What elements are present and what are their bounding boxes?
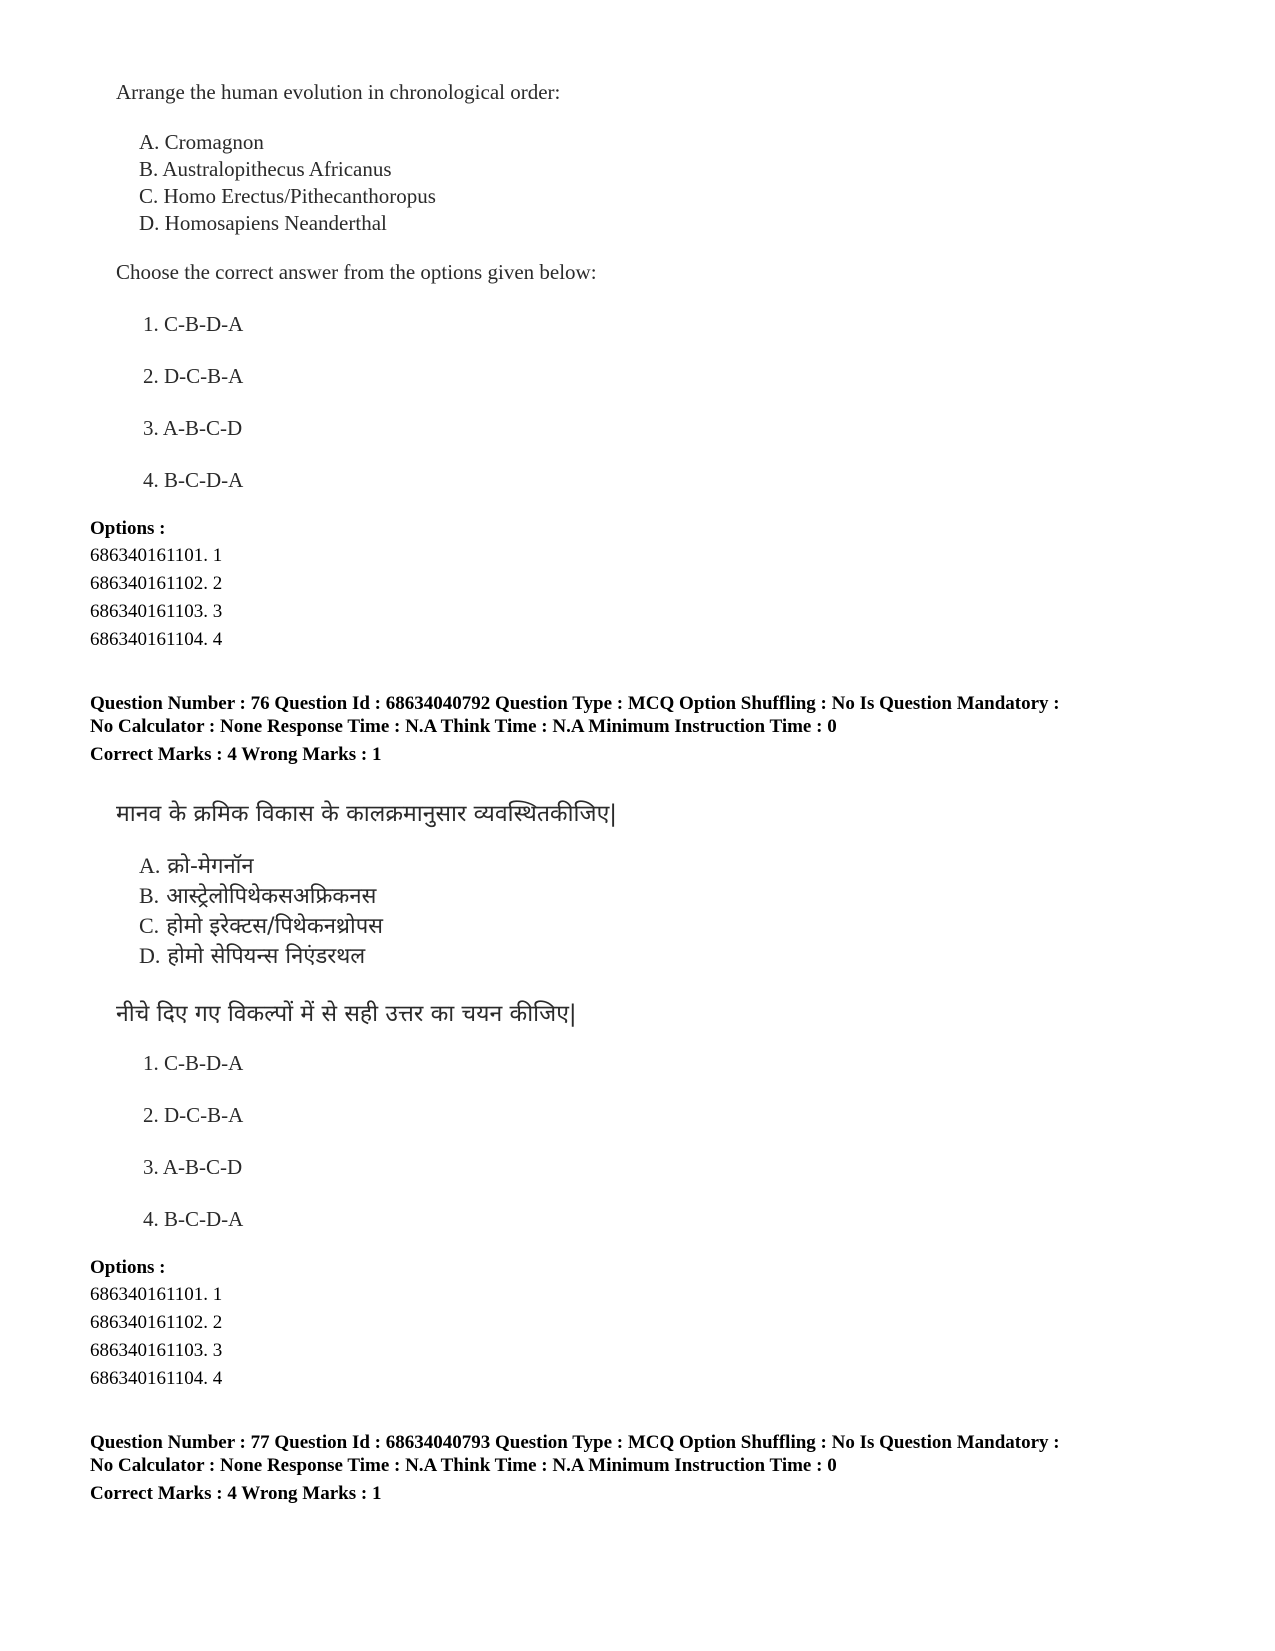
list-item xyxy=(139,850,254,880)
list-item-letter: D. xyxy=(139,943,161,968)
list-item-text: क्रो-मेगनॉन xyxy=(167,854,254,879)
option-line: 686340161102. 2 xyxy=(90,573,223,594)
option-line: 686340161101. 1 xyxy=(90,1284,223,1305)
answer-choice: 3. A-B-C-D xyxy=(143,416,243,440)
question-meta-line: No Calculator : None Response Time : N.A Think Time : N.A Minimum Instruction Time : 0 xyxy=(90,716,837,737)
marks-line: Correct Marks : 4 Wrong Marks : 1 xyxy=(90,1483,382,1504)
option-line: 686340161103. 3 xyxy=(90,601,223,622)
option-line: 686340161101. 1 xyxy=(90,545,223,566)
choose-instruction: Choose the correct answer from the options given below: xyxy=(116,260,597,284)
answer-choice: 3. A-B-C-D xyxy=(143,1155,243,1179)
question-stem: Arrange the human evolution in chronological order: xyxy=(116,80,561,104)
answer-choice: 4. B-C-D-A xyxy=(143,468,244,492)
list-item xyxy=(139,940,365,970)
answer-choice: 2. D-C-B-A xyxy=(143,1103,244,1127)
list-item xyxy=(139,910,383,940)
list-item-letter: A. xyxy=(139,853,161,878)
option-line: 686340161104. 4 xyxy=(90,1368,223,1389)
question-meta-line: No Calculator : None Response Time : N.A Think Time : N.A Minimum Instruction Time : 0 xyxy=(90,1455,837,1476)
choose-instruction: नीचे दिए गए विकल्पों में से सही उत्तर का चयन कीजिए| xyxy=(116,1001,577,1027)
list-item-letter: B. xyxy=(139,883,160,908)
option-line: 686340161103. 3 xyxy=(90,1340,223,1361)
answer-choice: 4. B-C-D-A xyxy=(143,1207,244,1231)
question-stem: मानव के क्रमिक विकास के कालक्रमानुसार व्यवस्थितकीजिए| xyxy=(116,801,618,827)
list-item xyxy=(139,880,376,910)
list-item-text: आस्ट्रेलोपिथेकसअफ्रिकनस xyxy=(166,884,377,909)
list-item: B. Australopithecus Africanus xyxy=(139,157,392,181)
list-item-text: होमो इरेक्टस/पिथेकनथ्रोपस xyxy=(166,914,384,939)
list-item: A. Cromagnon xyxy=(139,130,264,154)
question-meta-line: Question Number : 77 Question Id : 68634040793 Question Type : MCQ Option Shuffling : No Is Question Mandatory : xyxy=(90,1432,1060,1453)
options-heading: Options : xyxy=(90,518,166,539)
marks-line: Correct Marks : 4 Wrong Marks : 1 xyxy=(90,744,382,765)
answer-choice: 1. C-B-D-A xyxy=(143,312,244,336)
question-meta-line: Question Number : 76 Question Id : 68634040792 Question Type : MCQ Option Shuffling : No Is Question Mandatory : xyxy=(90,693,1060,714)
answer-choice: 2. D-C-B-A xyxy=(143,364,244,388)
list-item: D. Homosapiens Neanderthal xyxy=(139,211,387,235)
list-item-letter: C. xyxy=(139,913,160,938)
option-line: 686340161104. 4 xyxy=(90,629,223,650)
answer-choice: 1. C-B-D-A xyxy=(143,1051,244,1075)
list-item: C. Homo Erectus/Pithecanthoropus xyxy=(139,184,436,208)
option-line: 686340161102. 2 xyxy=(90,1312,223,1333)
options-heading: Options : xyxy=(90,1257,166,1278)
list-item-text: होमो सेपियन्स निएंडरथल xyxy=(167,944,366,969)
